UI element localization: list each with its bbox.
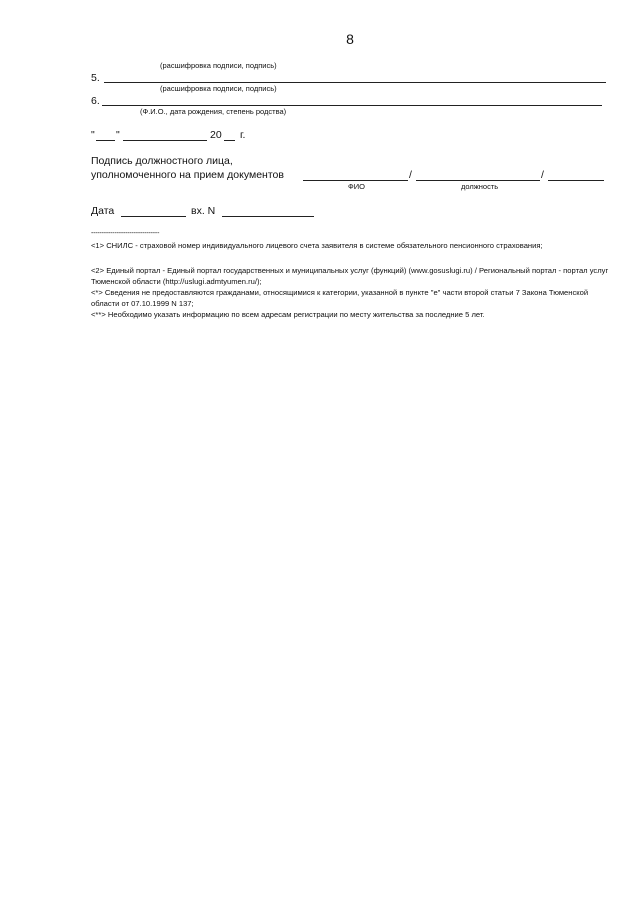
- date-month-line: [123, 140, 207, 141]
- registration-date-label: Дата: [91, 205, 115, 217]
- date-quote-open: ": [91, 129, 95, 141]
- caption-decryption-mid: (расшифровка подписи, подпись): [160, 84, 277, 93]
- official-slash-1: /: [409, 169, 412, 181]
- caption-fio-dob: (Ф.И.О., дата рождения, степень родства): [140, 107, 287, 116]
- official-fio-line: [303, 180, 408, 181]
- date-day-line: [96, 140, 115, 141]
- date-quote-close: ": [116, 129, 120, 141]
- item-6-label: 6.: [91, 95, 100, 107]
- footnote-3: <*> Сведения не предоставляются гражданами, относящимися к категории, указанной в пункте "е" части второй статьи 7 Закона Тюменской области от 07.10.1999 N 137;: [91, 288, 589, 308]
- footnote-4: <**> Необходимо указать информацию по всем адресам регистрации по месту жительства за последние 5 лет.: [91, 310, 485, 319]
- item-6-line: [102, 105, 602, 106]
- item-5-label: 5.: [91, 72, 100, 84]
- footnote-separator: --------------------------------: [91, 230, 160, 237]
- official-signature-label: Подпись должностного лица,: [91, 155, 233, 167]
- official-position-line: [416, 180, 540, 181]
- caption-decryption-top: (расшифровка подписи, подпись): [160, 61, 277, 70]
- date-year-line: [224, 140, 235, 141]
- date-year-suffix: г.: [240, 129, 246, 141]
- caption-fio: ФИО: [348, 182, 365, 191]
- date-year-prefix: 20: [210, 129, 222, 141]
- official-signature-line: [548, 180, 604, 181]
- official-slash-2: /: [541, 169, 544, 181]
- item-5-line: [104, 82, 606, 83]
- footnote-2: <2> Единый портал - Единый портал государственных и муниципальных услуг (функций) (www.gosuslugi.ru) / Региональный портал - портал услуг Тюменской области (http://uslugi.admtyumen.ru/);: [91, 266, 609, 286]
- caption-position: должность: [461, 182, 499, 191]
- official-authorized-label: уполномоченного на прием документов: [91, 169, 284, 181]
- registration-number-line: [222, 216, 314, 217]
- registration-number-label: вх. N: [191, 205, 216, 217]
- page-number: 8: [346, 31, 354, 47]
- registration-date-line: [121, 216, 186, 217]
- footnote-1: <1> СНИЛС - страховой номер индивидуального лицевого счета заявителя в системе обязательного пенсионного страхования;: [91, 241, 543, 250]
